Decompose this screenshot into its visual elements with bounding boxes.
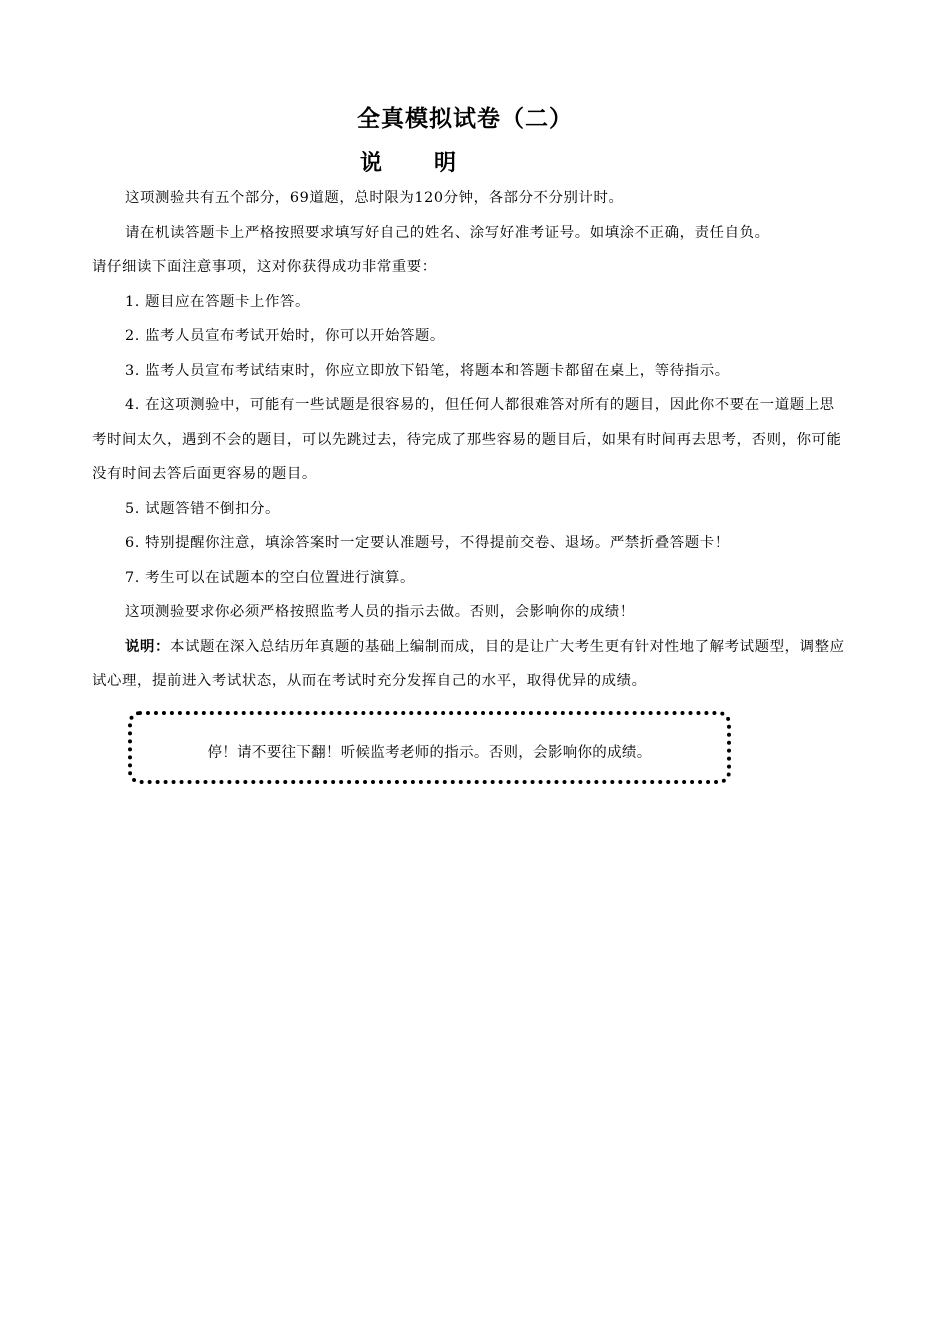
section-heading: [360, 146, 458, 177]
section-heading-right: 明: [434, 151, 459, 176]
rule-item-2: 2. 监考人员宣布考试开始时，你可以开始答题。: [125, 328, 445, 344]
rule-item-7: 7. 考生可以在试题本的空白位置进行演算。: [125, 569, 415, 586]
intro-paragraph-2: 请在机读答题卡上严格按照要求填写好自己的姓名、涂写好准考证号。如填涂不正确，责任自负。: [125, 224, 770, 241]
intro-paragraph-2-continued: 请仔细读下面注意事项，这对你获得成功非常重要：: [92, 259, 437, 275]
note-label: 说明：: [125, 637, 170, 655]
rule-item-4: 4. 在这项测验中，可能有一些试题是很容易的，但任何人都很难答对所有的题目，因此你不要在一道题上思考时间太久，遇到不会的题目，可以先跳过去，待完成了那些容易的题目后，如果有时间再去思考，否则，你可能没有时间去答后面更容易的题目。: [92, 397, 842, 482]
rule-item-1: 1. 题目应在答题卡上作答。: [125, 293, 311, 310]
page-title: 全真模拟试卷（二）: [357, 106, 573, 132]
stop-notice-text: 停！请不要往下翻！听候监考老师的指示。否则，会影响你的成绩。: [207, 745, 652, 761]
section-heading-left: 说: [360, 151, 385, 176]
rule-item-3: 3. 监考人员宣布考试结束时，你应立即放下铅笔，将题本和答题卡都留在桌上，等待指示。: [125, 362, 730, 379]
instructions-body: [92, 181, 848, 699]
requirement-paragraph: 这项测验要求你必须严格按照监考人员的指示去做。否则，会影响你的成绩！: [125, 604, 635, 620]
rule-item-5: 5. 试题答错不倒扣分。: [125, 500, 281, 517]
rule-item-6: 6. 特别提醒你注意，填涂答案时一定要认准题号，不得提前交卷、退场。严禁折叠答题卡！: [125, 535, 730, 551]
intro-paragraph-1: 这项测验共有五个部分，69道题，总时限为120分钟，各部分不分别计时。: [125, 190, 624, 206]
note-text: 本试题在深入总结历年真题的基础上编制而成，目的是让广大考生更有针对性地了解考试题型，调整应试心理，提前进入考试状态，从而在考试时充分发挥自己的水平，取得优异的成绩。: [92, 638, 845, 689]
note-paragraph: [92, 630, 848, 699]
stop-notice-box: [128, 711, 731, 784]
